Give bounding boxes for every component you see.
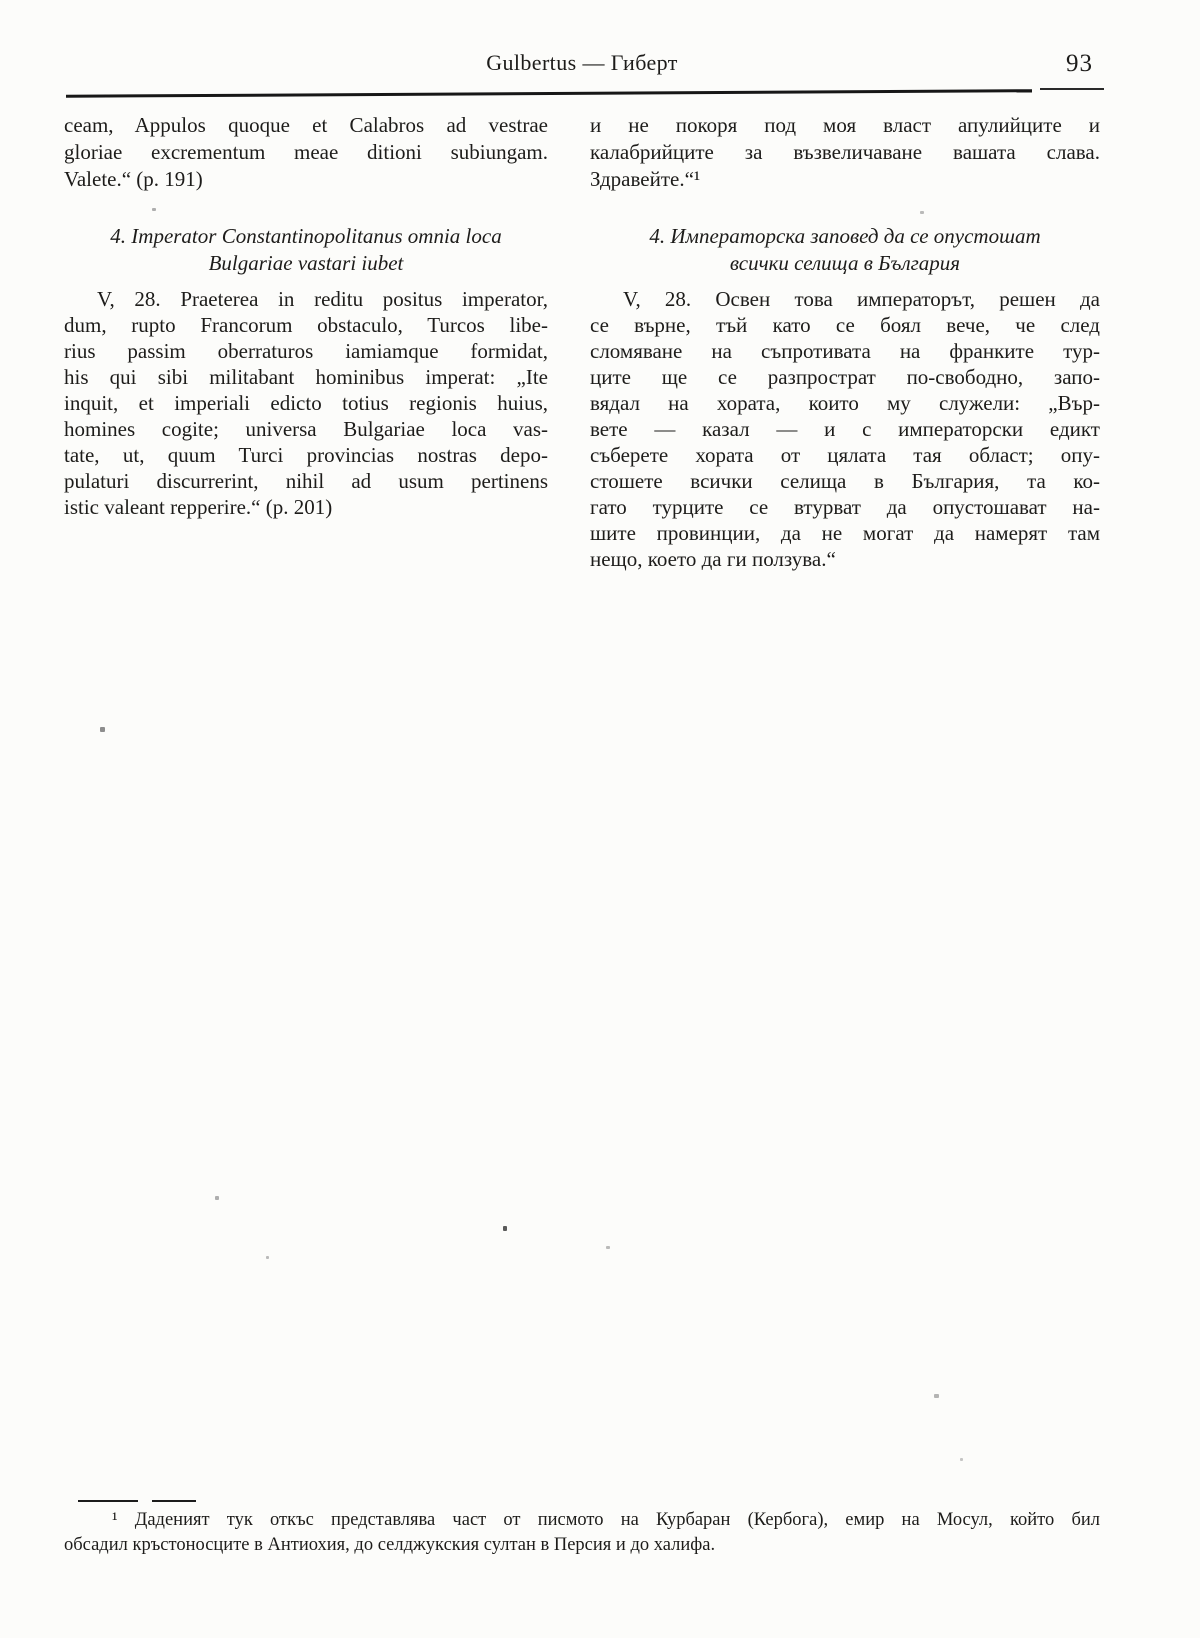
text-line: калабрийците за възвеличаване вашата слава. xyxy=(590,140,1100,164)
scan-speck xyxy=(503,1226,507,1231)
text-line: шите провинции, да не могат да намерят там xyxy=(590,521,1100,545)
text-line: istic valeant repperire.“ (p. 201) xyxy=(64,495,333,519)
footnote-line: ¹ Даденият тук откъс представлява част от писмото на Курбаран (Кербога), емир на Мосул, който бил xyxy=(112,1510,1100,1530)
text-line: inquit, et imperiali edicto totius regionis huius, xyxy=(64,391,548,415)
text-line: Valete.“ (p. 191) xyxy=(64,167,203,191)
page-header xyxy=(64,50,1100,80)
scan-speck xyxy=(934,1394,939,1398)
text-line: Здравейте.“¹ xyxy=(590,167,701,191)
text-line: ците ще се разпрострат по-свободно, запо- xyxy=(590,365,1100,389)
text-line: his qui sibi militabant hominibus imperat: „Ite xyxy=(64,365,548,389)
scan-speck xyxy=(100,727,105,732)
heading-line: Bulgariae vastari iubet xyxy=(208,251,404,275)
text-line: стошете всички селища в България, та ко- xyxy=(590,469,1100,493)
text-line: ceam, Appulos quoque et Calabros ad vestrae xyxy=(64,113,548,137)
text-line: dum, rupto Francorum obstaculo, Turcos libe- xyxy=(64,313,548,337)
footnote-rule-segment xyxy=(152,1500,196,1502)
latin-section-heading xyxy=(64,223,548,277)
text-line: rius passim oberraturos iamiamque formidat, xyxy=(64,339,548,363)
latin-continuation-paragraph xyxy=(64,112,548,193)
bulgarian-continuation-paragraph xyxy=(590,112,1100,193)
text-line: вядал на хората, които му служели: „Вър- xyxy=(590,391,1100,415)
scan-speck xyxy=(606,1246,610,1249)
scan-speck xyxy=(960,1458,963,1461)
text-line: сломяване на съпротивата на франките тур- xyxy=(590,339,1100,363)
header-rule-page-number-segment xyxy=(1040,88,1104,90)
text-line: вете — казал — и с императорски едикт xyxy=(590,417,1100,441)
text-line: homines cogite; universa Bulgariae loca vas- xyxy=(64,417,548,441)
scan-speck xyxy=(920,211,924,214)
footnote xyxy=(64,1508,1100,1558)
text-line: и не покоря под моя власт апулийците и xyxy=(590,113,1100,137)
text-line: нещо, което да ги ползува.“ xyxy=(590,547,836,571)
text-line: pulaturi discurrerint, nihil ad usum pertinens xyxy=(64,469,548,493)
scan-speck xyxy=(266,1256,269,1259)
text-line: съберете хората от цялата тая област; опу- xyxy=(590,443,1100,467)
header-rule xyxy=(66,89,1032,97)
bulgarian-section-heading xyxy=(590,223,1100,277)
heading-line: всички селища в България xyxy=(729,251,961,275)
heading-line: 4. Императорска заповед да се опустошат xyxy=(649,224,1041,248)
text-line: се върне, тъй като се боял вече, че след xyxy=(590,313,1100,337)
text-line: gloriae excrementum meae ditioni subiungam. xyxy=(64,140,548,164)
latin-column xyxy=(64,112,548,520)
latin-body-paragraph xyxy=(64,286,548,520)
text-line: V, 28. Освен това императорът, решен да xyxy=(623,287,1100,311)
footnote-line: обсадил кръстоносците в Антиохия, до селджукския султан в Персия и до халифа. xyxy=(64,1535,716,1555)
bulgarian-column xyxy=(590,112,1100,572)
heading-line: 4. Imperator Constantinopolitanus omnia loca xyxy=(110,224,502,248)
page-number: 93 xyxy=(1066,50,1093,77)
running-title: Gulbertus — Гиберт xyxy=(486,50,678,75)
scan-speck xyxy=(215,1196,219,1200)
scan-speck xyxy=(152,208,156,211)
text-line: tate, ut, quum Turci provincias nostras depo- xyxy=(64,443,548,467)
text-line: V, 28. Praeterea in reditu positus imperator, xyxy=(97,287,548,311)
text-line: гато турците се втурват да опустошават на- xyxy=(590,495,1100,519)
footnote-rule-segment xyxy=(78,1500,138,1502)
bulgarian-body-paragraph xyxy=(590,286,1100,572)
